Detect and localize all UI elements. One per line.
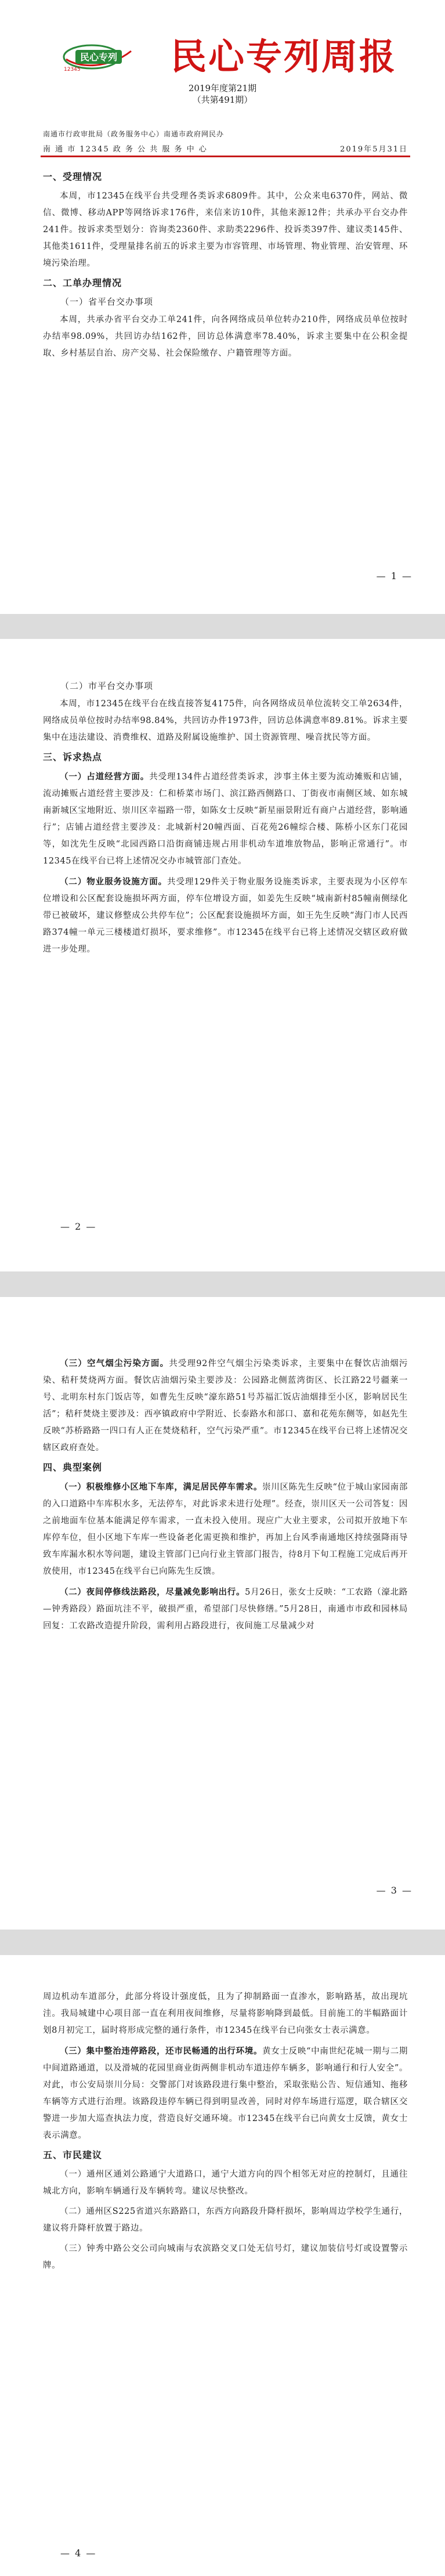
page2-body <box>43 678 408 962</box>
section-heading-suggestions: 五、市民建议 <box>43 2149 103 2160</box>
page-2 <box>0 639 445 1271</box>
municipal-paragraph: 本周，市12345在线平台在线直接答复4175件，向各网络成员单位流转交工单2634件，网络成员单位按时办结率98.84%，共回访办件1973件，回访总体满意率89.81%。诉求主要集中在违法建设、消费维权、道路及附属设施维护、国土资源管理、噪音扰民等方面。 <box>43 699 408 742</box>
section-heading-hotspots: 三、诉求热点 <box>43 752 103 763</box>
publisher-name: 南 通 市 12345 政 务 公 共 服 务 中 心 <box>43 145 208 154</box>
newsletter-title: 民心专列周报 <box>171 35 397 78</box>
subheading-municipal: （二）市平台交办事项 <box>60 681 154 691</box>
suggestion-item: （二）通州区S225省道兴东路路口，东西方向路段升降杆损坏，影响周边学校学生通行，建议将升降杆放置于路边。 <box>43 2207 408 2233</box>
page-number: — 3 — <box>376 1885 413 1896</box>
case-road-repair: （二）夜间停修线法路段，尽量减免影响出行。5月26日，张女士反映：“工农路（濠北路—钟秀路段）路面坑洼不平，破损严重，希望部门尽快修缮。”5月28日，南通市市政和园林局回复：工农路改造提升阶段，需利用占路段进行，夜间施工尽量减少对 <box>43 1587 408 1631</box>
issue-total: （共第491期） <box>192 95 253 105</box>
subheading-provincial: （一）省平台交办事项 <box>60 297 154 307</box>
svg-text:民心专列: 民心专列 <box>80 52 118 63</box>
case-garage: （一）积极维修小区地下车库，满足居民停车需求。崇川区陈先生反映“位于城山家园南部的入口道路中车库积水多，无法停车，对此诉求未进行处理”。经查，崇川区天一公司答复：因之前地面车位基本能满足停车需求，一直未投入使用。现应广大业主要求，公司拟开放地下车库停车位，但小区地下车库一些设备老化需更换和维护，再加上台风季南通地区持续强降雨导致车库漏水积水等问题，建设主管部门已向行业主管部门报告，待8月下旬工程施工完成后再开放使用，市12345在线平台已向陈先生反馈。 <box>43 1482 408 1576</box>
masthead <box>36 0 409 105</box>
page4-body <box>43 1989 408 2278</box>
page-number: — 2 — <box>60 1221 97 1232</box>
page-3 <box>0 1297 445 1930</box>
section-heading-cases: 四、典型案例 <box>43 1462 103 1473</box>
page3-body <box>43 1355 408 1638</box>
page-number: — 1 — <box>376 570 413 581</box>
case-parking: （三）集中整治违停路段，还市民畅通的出行环境。黄女士反映“中南世纪花城一期与二期中间道路通道，以及滑城的花园里商业街两侧非机动车道违停车辆多，影响通行和行人安全”。对此，市公安局崇川分局：交警部门对该路段进行集中整治，采取张贴公告、短信通知、拖移车辆等方式进行治理。该路段违停车辆已得到明显改善，同时对停车场进行巡逻，联合辖区交警进一步加大巡查执法力度，营造良好交通环境。市12345在线平台已向黄女士反馈，黄女士表示满意。 <box>43 2046 408 2140</box>
sponsor-line: 南通市行政审批局（政务服务中心）南通市政府网民办 <box>43 130 225 138</box>
publish-date: 2019年5月31日 <box>340 145 408 154</box>
header-divider <box>41 156 410 157</box>
issue-info <box>36 82 409 106</box>
publisher-line <box>43 143 408 154</box>
page1-body <box>43 169 408 366</box>
provincial-paragraph: 本周，共承办省平台交办工单241件，向各网络成员单位转办210件，网络成员单位按时办结率98.09%，共回访办结162件，回访总体满意率78.40%，诉求主要集中在公积金提取、乡村基层自治、房产交易、社会保险缴存、户籍管理等方面。 <box>43 315 408 358</box>
svg-text:12345: 12345 <box>64 67 81 72</box>
page-4 <box>0 1955 445 2576</box>
hotspot-road-occupation: （一）占道经营方面。共受理134件占道经营类诉求，涉事主体主要为流动摊贩和店铺，流动摊贩占道经营主要涉及：仁和桥菜市场门、滨江路西侧路口、丁街夜市南侧区域、如东城南新城区宝地附近、崇川区幸福路一带，如陈女士反映“新星丽景附近有商户占道经营，影响通行”；店铺占道经营主要涉及：北城新村20幢西面、百花苑26幢综合楼、陈桥小区东门花园等，如沈先生反映“北园西路口沿街商铺违规占用非机动车道堆放物品，影响正常通行”。市12345在线平台已将上述情况交办市城管部门查处。 <box>43 772 408 866</box>
suggestion-item: （三）钟秀中路公交公司向城南与农滨路交叉口处无信号灯，建议加装信号灯或设置警示牌。 <box>43 2244 408 2270</box>
suggestion-item: （一）通州区通刘公路通宁大道路口，通宁大道方向的四个相邻无对应的控制灯，且通往城北方向，影响车辆通行及车辆转弯。建议尽快整改。 <box>43 2170 408 2196</box>
hotspot-property-services: （二）物业服务设施方面。共受理129件关于物业服务设施类诉求，主要表现为小区停车位增设和公区配套设施损坏两方面，停车位增设方面，如姜先生反映“城南新村85幢南侧绿化带已被破坏，建议修整成公共停车位”；公区配套设施损坏方面，如王先生反映“海门市人民西路374幢一单元三楼楼道灯损坏，要求维修”。市12345在线平台已将上述情况交辖区政府做进一步处理。 <box>43 877 408 954</box>
logo-icon <box>63 39 136 72</box>
section-heading-handling: 二、工单办理情况 <box>43 277 122 288</box>
case-road-repair-continued: 周边机动车道部分，此部分将设计强度低，且为了抑制路面一直渗水，影响路基，故出现坑洼。我局城建中心项目部一直在利用夜间维修，尽量将影响降到最低。目前施工的半幅路面计划8月初完工，届时将形成完整的通行条件，市12345在线平台已向张女士表示满意。 <box>43 1992 408 2035</box>
hotspot-air-pollution: （三）空气烟尘污染方面。共受理92件空气烟尘污染类诉求，主要集中在餐饮店油烟污染、秸秆焚烧两方面。餐饮店油烟污染主要涉及：公园路北侧蓝湾街区、长江路22号疆莱一号、北明东村东门饭店等，如曹先生反映“濠东路51号苏福汇饭店油烟排至小区，影响居民生活”；秸秆焚烧主要涉及：西亭镇政府中学附近、长泰路水和部口、嘉和花苑东侧等，如赵先生反映“苏桥路路一四口有人正在焚烧秸秆，空气污染严重”。市12345在线平台已将上述情况交辖区政府查处。 <box>43 1359 408 1453</box>
logo <box>63 39 136 72</box>
acceptance-paragraph: 本周，市12345在线平台共受理各类诉求6809件。其中，公众来电6370件，网站、微信、微博、移动APP等网络诉求176件，来信来访10件，其他来源12件；共承办平台交办件241件。按诉求类型划分：咨询类2360件、求助类2296件、投诉类397件、建议类145件、其他类1611件，受理量排名前五的诉求主要为市容管理、市场管理、物业管理、治安管理、环境污染治理。 <box>43 192 408 268</box>
issue-number: 2019年度第21期 <box>188 83 257 93</box>
page-number: — 4 — <box>60 2548 97 2559</box>
section-heading-acceptance: 一、受理情况 <box>43 171 103 182</box>
page-1 <box>0 0 445 614</box>
